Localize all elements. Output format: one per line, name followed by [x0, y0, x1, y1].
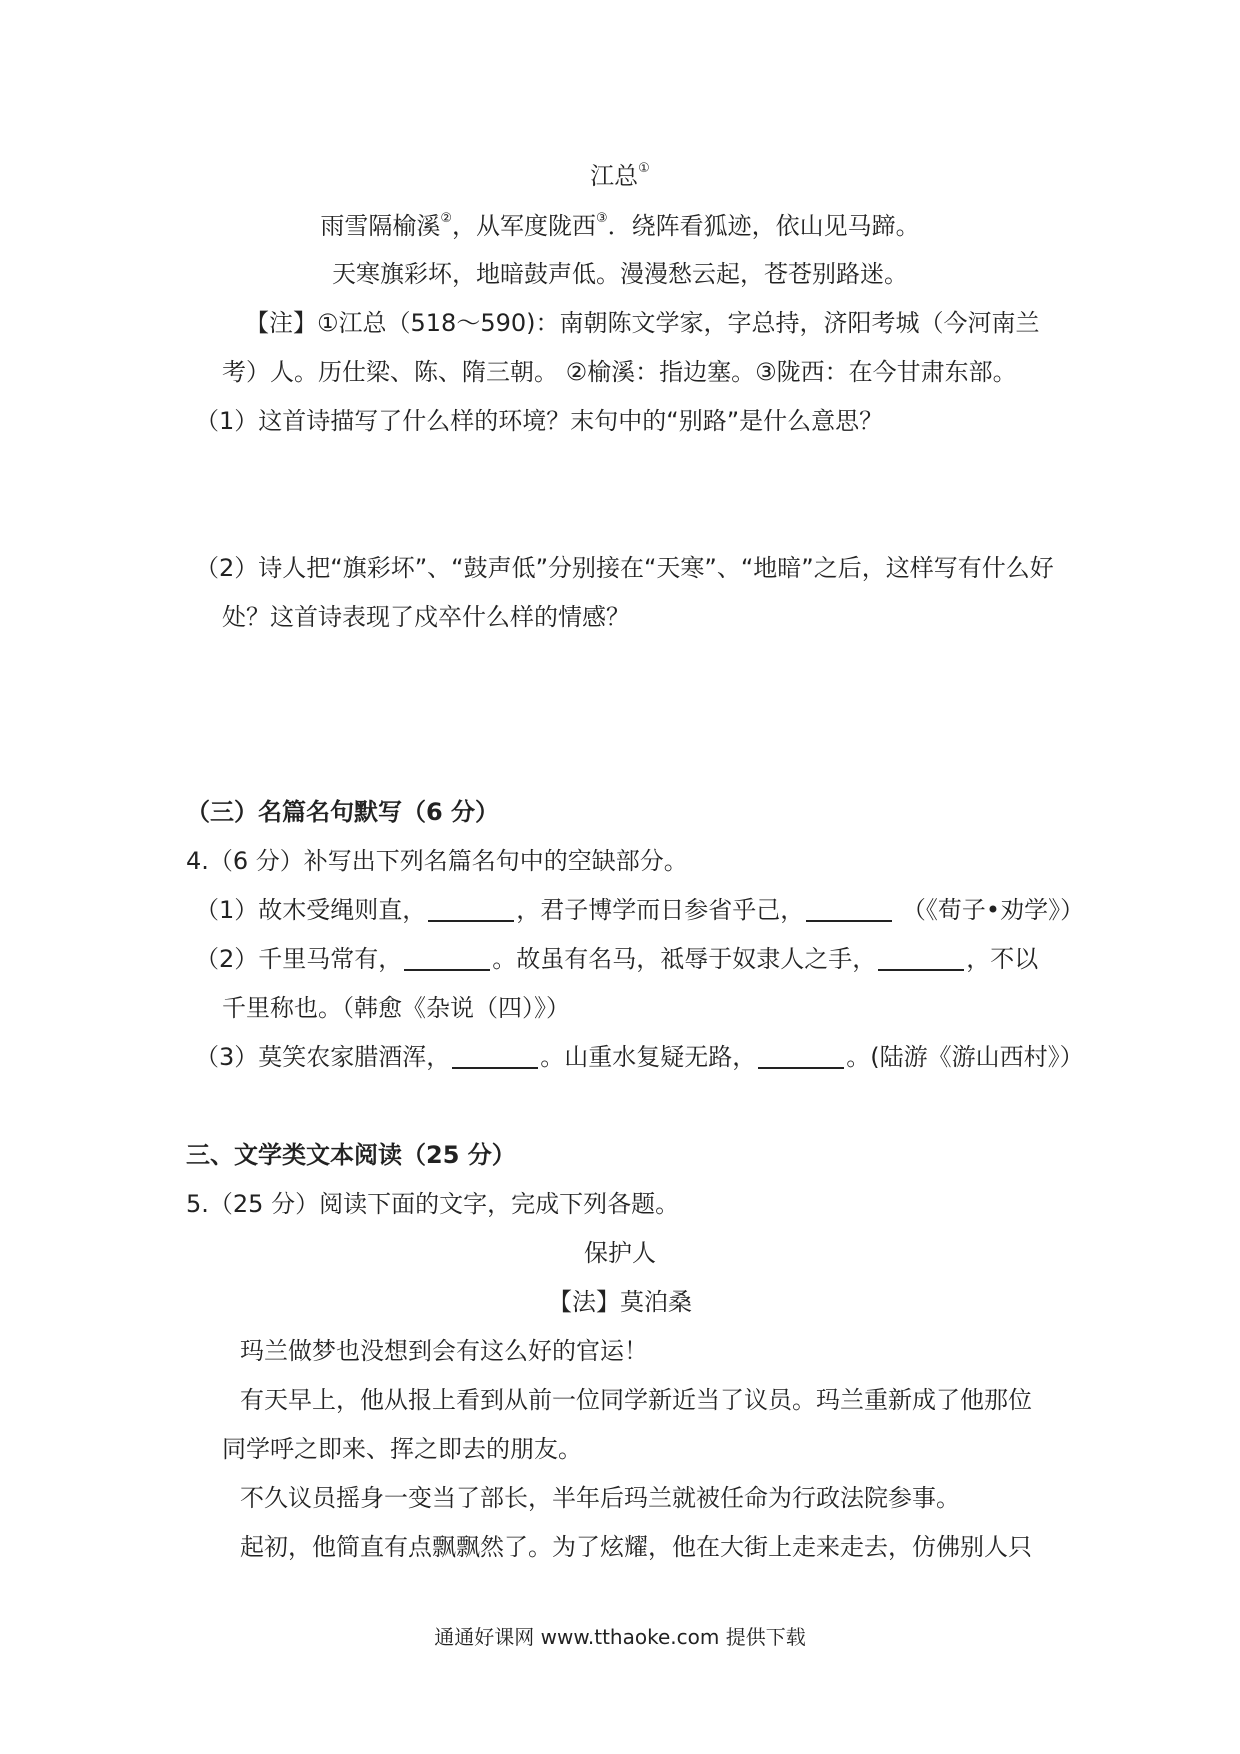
recitation-item-3: （3）莫笑农家腊酒浑， 。山重水复疑无路， 。(陆游《游山西村》） [195, 1043, 1084, 1071]
story-paragraph-1: 玛兰做梦也没想到会有这么好的官运！ [240, 1337, 648, 1365]
page-footer: 通通好课网 www.tthaoke.com 提供下载 [434, 1625, 806, 1649]
poem-note-line-2: 考）人。历仕梁、陈、隋三朝。 ②榆溪：指边塞。③陇西：在今甘肃东部。 [222, 358, 1017, 386]
footnote-mark: ③ [596, 211, 608, 226]
footnote-mark: ① [638, 161, 650, 176]
question-1: （1）这首诗描写了什么样的环境？末句中的“别路”是什么意思？ [195, 407, 884, 435]
section-heading-recitation: （三）名篇名句默写（6 分） [186, 798, 500, 826]
footnote-mark: ② [440, 211, 452, 226]
answer-blank[interactable] [806, 898, 892, 922]
story-author: 【法】莫泊桑 [548, 1288, 692, 1316]
story-paragraph-2-line-1: 有天早上，他从报上看到从前一位同学新近当了议员。玛兰重新成了他那位 [240, 1386, 1032, 1414]
story-paragraph-4: 起初，他简直有点飘飘然了。为了炫耀，他在大街上走来走去，仿佛别人只 [240, 1533, 1032, 1561]
question-5: 5.（25 分）阅读下面的文字，完成下列各题。 [186, 1190, 680, 1218]
story-paragraph-2-line-2: 同学呼之即来、挥之即去的朋友。 [222, 1435, 582, 1463]
recitation-item-1: （1）故木受绳则直， ，君子博学而日参省乎己， （《荀子•劝学》） [195, 896, 1085, 924]
poem-title: 江总① [590, 161, 650, 190]
poem-line-2: 天寒旗彩坏，地暗鼓声低。漫漫愁云起，苍苍别路迷。 [332, 260, 908, 288]
story-paragraph-3: 不久议员摇身一变当了部长，半年后玛兰就被任命为行政法院参事。 [240, 1484, 960, 1512]
recitation-item-2-line-2: 千里称也。（韩愈《杂说（四）》） [222, 994, 570, 1022]
question-2-line-2: 处？这首诗表现了戍卒什么样的情感？ [222, 603, 630, 631]
question-2-line-1: （2）诗人把“旗彩坏”、“鼓声低”分别接在“天寒”、“地暗”之后，这样写有什么好 [195, 554, 1054, 582]
poem-line-1: 雨雪隔榆溪②，从军度陇西③．绕阵看狐迹，依山见马蹄。 [320, 211, 920, 240]
poem-note-line-1: 【注】①江总（518～590)：南朝陈文学家，字总持，济阳考城（今河南兰 [245, 309, 1040, 337]
answer-blank[interactable] [452, 1045, 538, 1069]
story-title: 保护人 [584, 1239, 656, 1267]
recitation-item-2: （2）千里马常有， 。故虽有名马，祗辱于奴隶人之手， ，不以 [195, 945, 1039, 973]
question-4: 4.（6 分）补写出下列名篇名句中的空缺部分。 [186, 847, 688, 875]
answer-blank[interactable] [404, 947, 490, 971]
answer-blank[interactable] [878, 947, 964, 971]
section-heading-literary-reading: 三、文学类文本阅读（25 分） [186, 1141, 516, 1169]
answer-blank[interactable] [758, 1045, 844, 1069]
answer-blank[interactable] [428, 898, 514, 922]
